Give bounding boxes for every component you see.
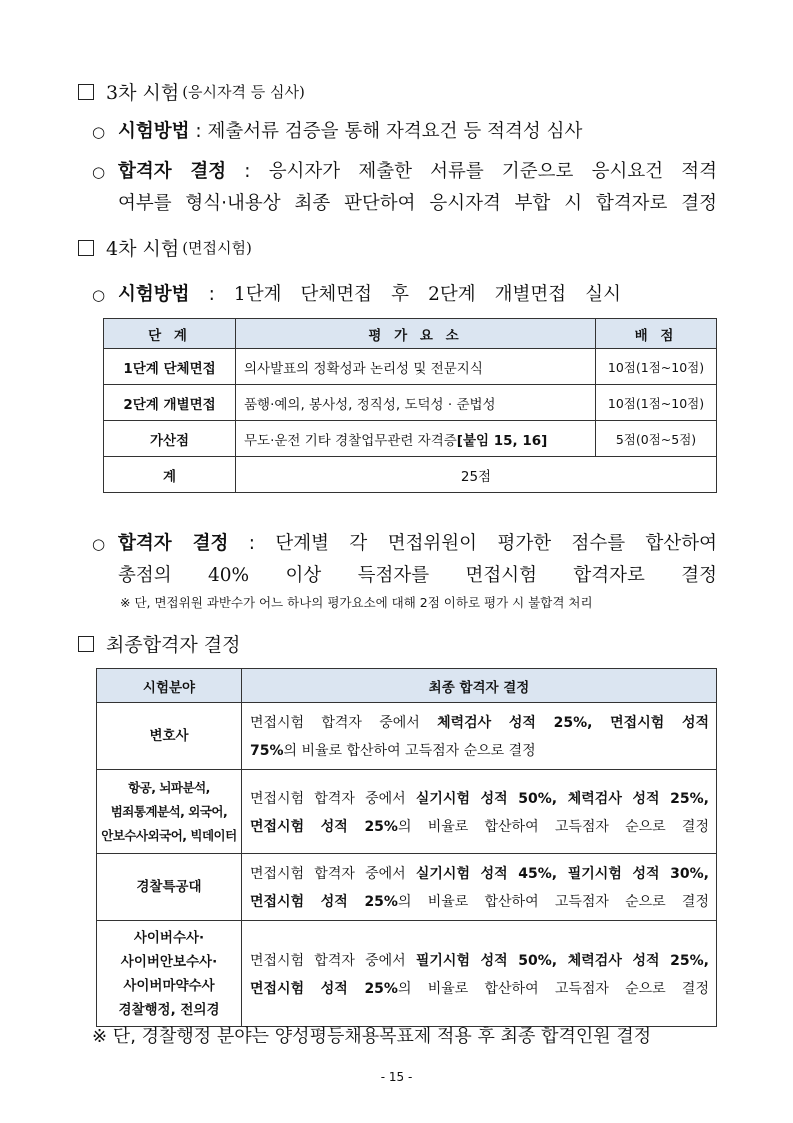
table-row: [97, 854, 717, 921]
sec3-method-item: ○ 시험방법 : 제출서류 검증을 통해 자격요건 등 적격성 심사: [92, 116, 717, 148]
score-cell: 10점(1점~10점): [596, 385, 717, 421]
page-number: - 15 -: [380, 1070, 413, 1084]
section-4-subtitle: (면접시험): [182, 239, 252, 257]
circle-bullet-icon: ○: [92, 123, 106, 141]
sec4-pass-item: ○ 합격자 결정 : 단계별 각 면접위원이 평가한 점수를 합산하여 총점의 40% 이상 득점자를 면접시험 합격자로 결정: [92, 528, 717, 592]
section-4-label: 4차 시험: [106, 238, 180, 260]
final-decision-table: [96, 668, 717, 1027]
table-row: [97, 770, 717, 854]
final-note: ※ 단, 경찰행정 분야는 양성평등채용목표제 적용 후 최종 합격인원 결정: [92, 1026, 652, 1047]
header-element: 평 가 요 소: [236, 319, 596, 349]
stage-cell: 1단계 단체면접: [104, 349, 236, 385]
table-header-row: [97, 669, 717, 703]
sec4-pass-title: 합격자 결정: [118, 533, 229, 554]
attachment-ref: [붙임 15, 16]: [456, 432, 548, 449]
element-cell: 의사발표의 정확성과 논리성 및 전문지식: [236, 349, 596, 385]
interview-score-table: [103, 318, 717, 493]
sec4-pass-text-1: 단계별 각 면접위원이 평가한 점수를 합산하여: [275, 533, 717, 554]
section-3-label: 3차 시험: [106, 82, 180, 104]
sec4-note: ※ 단, 면접위원 과반수가 어느 하나의 평가요소에 대해 2점 이하로 평가 시 불합격 처리: [120, 595, 593, 610]
sec3-pass-text-2: 여부를 형식·내용상 최종 판단하여 응시자격 부합 시 합격자로 결정: [118, 193, 717, 214]
final-label: 최종합격자 결정: [106, 634, 241, 656]
table-row: [97, 703, 717, 770]
table-row: [104, 349, 717, 385]
table-row: [97, 921, 717, 1027]
stage-cell: 2단계 개별면접: [104, 385, 236, 421]
stage-cell: 가산점: [104, 421, 236, 457]
score-cell: 5점(0점~5점): [596, 421, 717, 457]
sec4-method-title: 시험방법: [118, 284, 190, 305]
section-3-heading: [78, 78, 305, 105]
sec3-method-text: 제출서류 검증을 통해 자격요건 등 적격성 심사: [207, 121, 583, 142]
total-value: 25점: [236, 457, 717, 493]
decision-cell: 면접시험 합격자 중에서 체력검사 성적 25%, 면접시험 성적 75%의 비율로 합산하여 고득점자 순으로 결정: [242, 703, 717, 770]
header-score: 배 점: [596, 319, 717, 349]
sec4-method-text: 1단계 단체면접 후 2단계 개별면접 실시: [233, 284, 622, 305]
circle-bullet-icon: ○: [92, 286, 106, 304]
checkbox-square-icon: [78, 84, 94, 100]
field-cell: 변호사: [97, 703, 242, 770]
element-cell: 품행·예의, 봉사성, 정직성, 도덕성 · 준법성: [236, 385, 596, 421]
checkbox-square-icon: [78, 240, 94, 256]
table-total-row: [104, 457, 717, 493]
sec3-method-title: 시험방법: [118, 121, 190, 142]
sec4-pass-text-2: 총점의 40% 이상 득점자를 면접시험 합격자로 결정: [118, 565, 717, 586]
checkbox-square-icon: [78, 636, 94, 652]
header-field: 시험분야: [97, 669, 242, 703]
section-3-subtitle: (응시자격 등 심사): [182, 83, 305, 101]
decision-cell: 면접시험 합격자 중에서 실기시험 성적 45%, 필기시험 성적 30%, 면접시험 성적 25%의 비율로 합산하여 고득점자 순으로 결정: [242, 854, 717, 921]
sec3-pass-item: ○ 합격자 결정 : 응시자가 제출한 서류를 기준으로 응시요건 적격 여부를 형식·내용상 최종 판단하여 응시자격 부합 시 합격자로 결정: [92, 156, 717, 220]
decision-cell: 면접시험 합격자 중에서 필기시험 성적 50%, 체력검사 성적 25%, 면접시험 성적 25%의 비율로 합산하여 고득점자 순으로 결정: [242, 921, 717, 1027]
sec3-pass-text-1: 응시자가 제출한 서류를 기준으로 응시요건 적격: [268, 161, 717, 182]
field-cell: 경찰특공대: [97, 854, 242, 921]
circle-bullet-icon: ○: [92, 163, 106, 181]
element-cell: 무도·운전 기타 경찰업무관련 자격증[붙임 15, 16]: [236, 421, 596, 457]
table-header-row: [104, 319, 717, 349]
sec4-method-item: ○ 시험방법 : 1단계 단체면접 후 2단계 개별면접 실시: [92, 279, 621, 311]
field-cell: 항공, 뇌파분석, 범죄통계분석, 외국어, 안보수사외국어, 빅데이터: [97, 770, 242, 854]
section-4-heading: [78, 234, 252, 261]
decision-cell: 면접시험 합격자 중에서 실기시험 성적 50%, 체력검사 성적 25%, 면접시험 성적 25%의 비율로 합산하여 고득점자 순으로 결정: [242, 770, 717, 854]
total-label: 계: [104, 457, 236, 493]
final-heading: [78, 630, 241, 657]
table-row: [104, 385, 717, 421]
sec3-pass-title: 합격자 결정: [118, 161, 227, 182]
header-decision: 최종 합격자 결정: [242, 669, 717, 703]
header-stage: 단 계: [104, 319, 236, 349]
score-cell: 10점(1점~10점): [596, 349, 717, 385]
field-cell: 사이버수사· 사이버안보수사· 사이버마약수사 경찰행정, 전의경: [97, 921, 242, 1027]
table-row: [104, 421, 717, 457]
circle-bullet-icon: ○: [92, 535, 106, 553]
